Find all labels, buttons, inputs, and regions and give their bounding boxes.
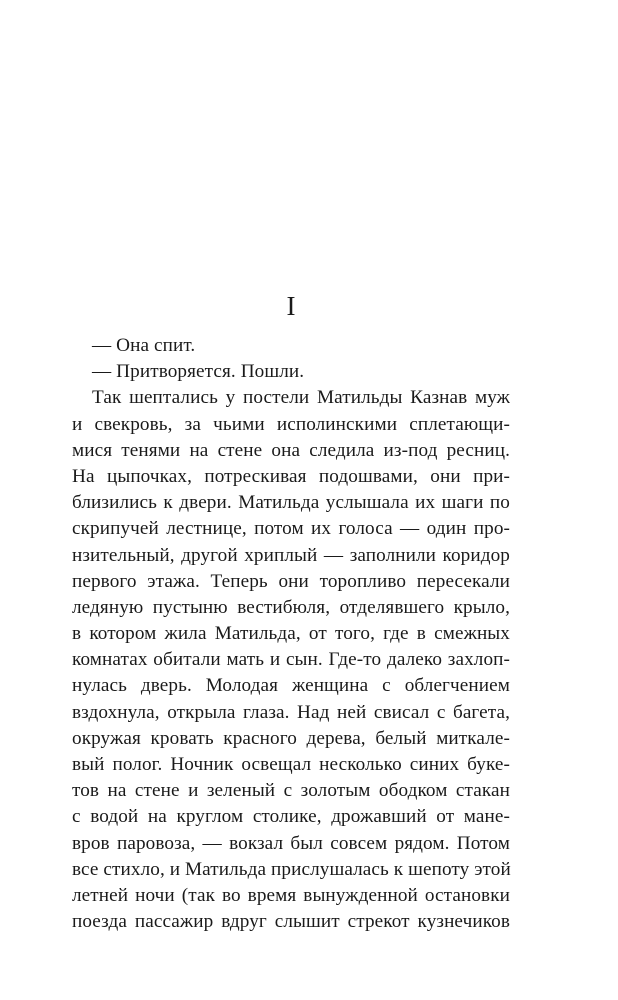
- text-line: все стихло, и Матильда прислушалась к шепоту этой: [72, 858, 511, 880]
- text-line: первого этажа. Теперь они торопливо пересекали: [72, 570, 510, 592]
- text-line: комнатах обитали мать и сын. Где-то далеко захлоп-: [72, 649, 510, 671]
- text-line: летней ночи (так во время вынужденной остановки: [72, 884, 510, 906]
- text-line: ледяную пустыню вестибюля, отделявшего крыло,: [72, 596, 510, 618]
- text-line: в котором жила Матильда, от того, где в смежных: [72, 623, 510, 645]
- text-line: окружая кровать красного дерева, белый миткале-: [72, 727, 510, 749]
- text-line: поезда пассажир вдруг слышит стрекот кузнечиков: [72, 911, 510, 933]
- text-line: Так шептались у постели Матильды Казнав муж: [92, 387, 510, 409]
- text-line: тов на стене и зеленый с золотым ободком стакан: [72, 780, 510, 802]
- text-line: вров паровоза, — вокзал был совсем рядом. Потом: [72, 832, 510, 854]
- text-line: нулась дверь. Молодая женщина с облегчением: [72, 675, 510, 697]
- text-line: — Притворяется. Пошли.: [92, 361, 305, 383]
- text-line: вый полог. Ночник освещал несколько синих буке-: [72, 754, 510, 775]
- text-line: мися тенями на стене она следила из-под ресниц.: [72, 439, 510, 461]
- chapter-heading: I: [286, 291, 296, 321]
- text-line: близились к двери. Матильда услышала их шаги по: [72, 492, 510, 514]
- body-text: [72, 333, 510, 935]
- text-line: нзительный, другой хриплый — заполнили коридор: [72, 544, 510, 566]
- text-line: — Она спит.: [92, 335, 196, 356]
- text-line: На цыпочках, потрескивая подошвами, они при-: [72, 465, 510, 487]
- text-line: с водой на круглом столике, дрожавший от мане-: [72, 806, 510, 828]
- text-line: и свекровь, за чьими исполинскими сплетающи-: [72, 413, 510, 435]
- text-line: скрипучей лестнице, потом их голоса — один про-: [72, 518, 510, 540]
- text-line: вздохнула, открыла глаза. Над ней свисал с багета,: [72, 701, 510, 723]
